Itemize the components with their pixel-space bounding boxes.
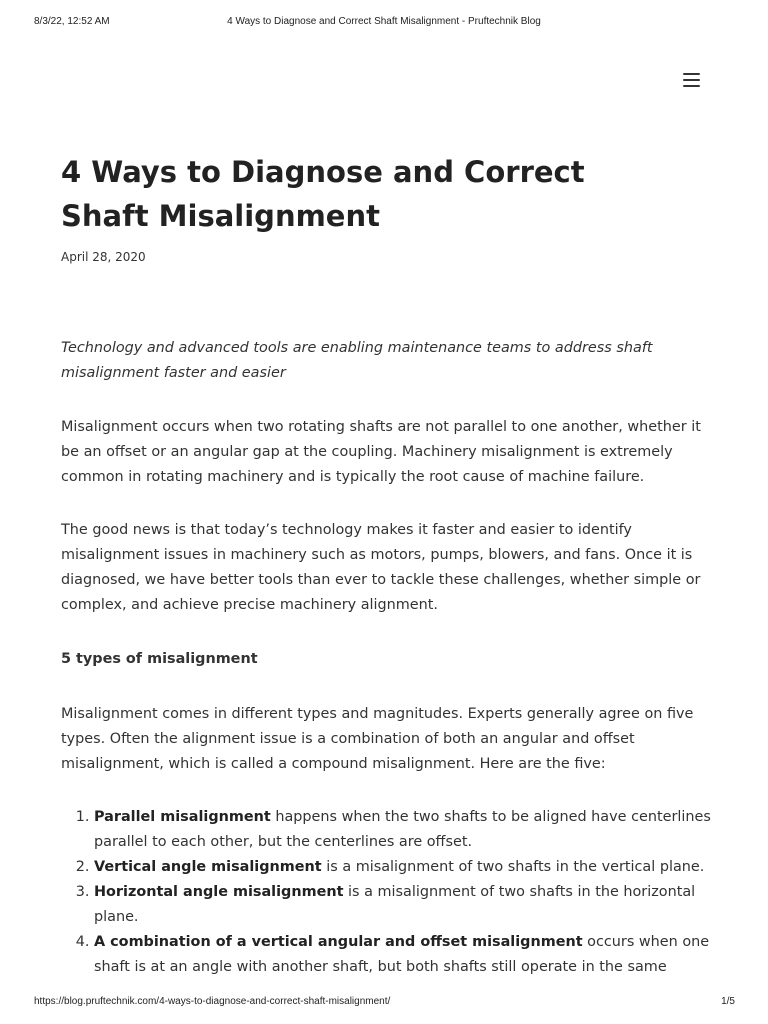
section-heading: 5 types of misalignment [61,651,258,667]
publish-date: April 28, 2020 [61,250,146,264]
paragraph-good-news: The good news is that today’s technology makes it faster and easier to identify misalignment issues in machinery such as motors, pumps, blowers, and fans. Once it is diagnosed, we have better tools than ever to tackle these challenges, whether simple or complex, and achieve precise machinery alignment. [61,522,701,613]
paragraph-misalignment-definition: Misalignment occurs when two rotating shafts are not parallel to one another, whether it be an offset or an angular gap at the coupling. Machinery misalignment is extremely common in rotating machinery and is typically the root cause of machine failure. [61,419,701,485]
list-item [94,930,744,980]
misalignment-types-list [61,805,744,980]
menu-bar [683,85,700,87]
list-item [94,880,744,930]
list-item-term: Parallel misalignment [94,809,271,825]
menu-bar [683,79,700,81]
menu-bar [683,73,700,75]
paragraph-types-intro: Misalignment comes in different types and magnitudes. Experts generally agree on five types. Often the alignment issue is a combination of both an angular and offset misalignment, which is called a compound misalignment. Here are the five: [61,706,694,772]
list-item-term: Horizontal angle misalignment [94,884,344,900]
list-item-text: occurs when one shaft is at an angle with another shaft, but both shafts still operate in the same [94,934,710,975]
page-number: 1/5 [721,996,735,1007]
list-item-text: happens when the two shafts to be aligned have centerlines parallel to each other, but the centerlines are offset. [94,809,711,850]
list-item [94,855,744,880]
hamburger-menu-icon[interactable] [683,73,700,87]
list-item-term: Vertical angle misalignment [94,859,322,875]
print-page-title: 4 Ways to Diagnose and Correct Shaft Misalignment - Pruftechnik Blog [227,16,541,27]
intro-text: Technology and advanced tools are enabling maintenance teams to address shaft misalignment faster and easier [61,340,653,381]
print-datetime: 8/3/22, 12:52 AM [34,16,110,27]
page-url: https://blog.pruftechnik.com/4-ways-to-diagnose-and-correct-shaft-misalignment/ [34,996,391,1007]
list-item-text: is a misalignment of two shafts in the horizontal plane. [94,884,696,925]
list-item-text: is a misalignment of two shafts in the vertical plane. [321,859,705,875]
page-title: 4 Ways to Diagnose and Correct Shaft Misalignment [61,155,585,233]
list-item [94,805,744,855]
list-item-term: A combination of a vertical angular and offset misalignment [94,934,583,950]
